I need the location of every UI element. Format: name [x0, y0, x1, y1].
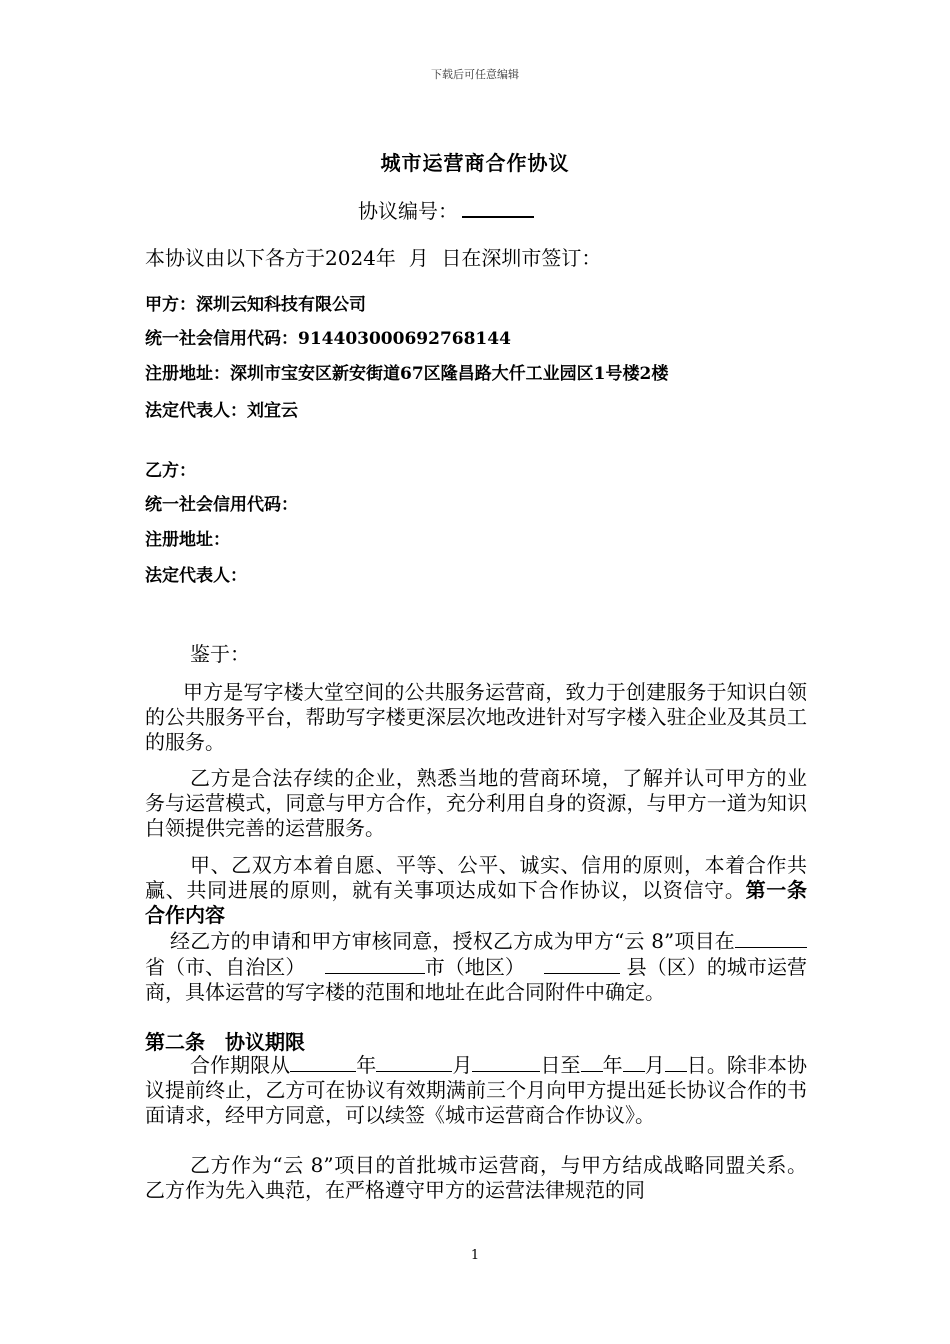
principles-text: 甲、乙双方本着自愿、平等、公平、诚实、信用的原则，本着合作共赢、共同进展的原则，就有关事项达成如下合作协议，以资信守。 [145, 853, 807, 902]
header-note: 下载后可任意编辑 [431, 68, 519, 81]
party-b-credit-code: 统一社会信用代码： [145, 495, 298, 515]
start-day-blank [472, 1052, 540, 1072]
party-a-name: 甲方：深圳云知科技有限公司 [145, 295, 366, 315]
party-b-legal-rep: 法定代表人： [145, 566, 247, 586]
county-blank [544, 954, 620, 974]
article-1-text: 经乙方的申请和甲方审核同意，授权乙方成为甲方“云 8”项目在 [170, 929, 735, 953]
page-number: 1 [470, 1248, 480, 1263]
article-2-content [145, 1052, 807, 1128]
city-blank [325, 954, 425, 974]
signing-statement: 本协议由以下各方于2024年 月 日在深圳市签订： [145, 246, 602, 270]
article-1-content [145, 928, 807, 1005]
article-1-province: 省（市、自治区） [145, 955, 306, 979]
start-year-blank [290, 1052, 356, 1072]
end-month-blank [623, 1052, 645, 1072]
term-day2-label: 日。 [686, 1053, 727, 1077]
agreement-number [358, 195, 534, 224]
term-month2-label: 月 [644, 1053, 665, 1077]
document-title: 城市运营商合作协议 [380, 151, 570, 175]
article-2-title: 第二条 协议期限 [145, 1030, 305, 1054]
party-a-credit-code: 统一社会信用代码：914403000692768144 [145, 329, 511, 349]
end-year-blank [581, 1052, 603, 1072]
party-a-address: 注册地址：深圳市宝安区新安街道67区隆昌路大仟工业园区1号楼2楼 [145, 364, 669, 384]
term-to-label: 日至 [540, 1053, 581, 1077]
party-b-name: 乙方： [145, 461, 196, 481]
article-1-city: 市（地区） [424, 955, 525, 979]
paragraph-party-a: 甲方是写字楼大堂空间的公共服务运营商，致力于创建服务于知识白领的公共服务平台，帮助写字楼更深层次地改进针对写字楼入驻企业及其员工的服务。 [145, 680, 807, 754]
agreement-number-blank [462, 198, 534, 218]
term-from-label: 合作期限从 [190, 1053, 291, 1077]
paragraph-principles [145, 853, 828, 928]
article-2-text: 除非本协议提前终止，乙方可在协议有效期满前三个月向甲方提出延长协议合作的书面请求，经甲方同意，可以续签《城市运营商合作协议》。 [145, 1053, 808, 1127]
start-month-blank [376, 1052, 452, 1072]
party-a-legal-rep: 法定代表人：刘宜云 [145, 401, 298, 421]
term-year2-label: 年 [602, 1053, 623, 1077]
paragraph-party-b: 乙方是合法存续的企业，熟悉当地的营商环境，了解并认可甲方的业务与运营模式，同意与甲方合作，充分利用自身的资源，与甲方一道为知识白领提供完善的运营服务。 [145, 766, 807, 840]
paragraph-strategic-alliance: 乙方作为“云 8”项目的首批城市运营商，与甲方结成战略同盟关系。乙方作为先入典范，在严格遵守甲方的运营法律规范的同 [145, 1153, 807, 1202]
article-1-county: 县（区）的城市运营商，具体运营的写字楼的范围和地址在此合同附件中确定。 [145, 955, 808, 1004]
whereas-label: 鉴于： [190, 642, 250, 666]
term-month-label: 月 [452, 1053, 473, 1077]
party-b-address: 注册地址： [145, 530, 230, 550]
agreement-number-label: 协议编号： [358, 199, 458, 223]
term-year-label: 年 [356, 1053, 377, 1077]
province-blank [735, 928, 807, 948]
article-1-title: 第一条 合作内容 [145, 878, 828, 927]
end-day-blank [665, 1052, 687, 1072]
